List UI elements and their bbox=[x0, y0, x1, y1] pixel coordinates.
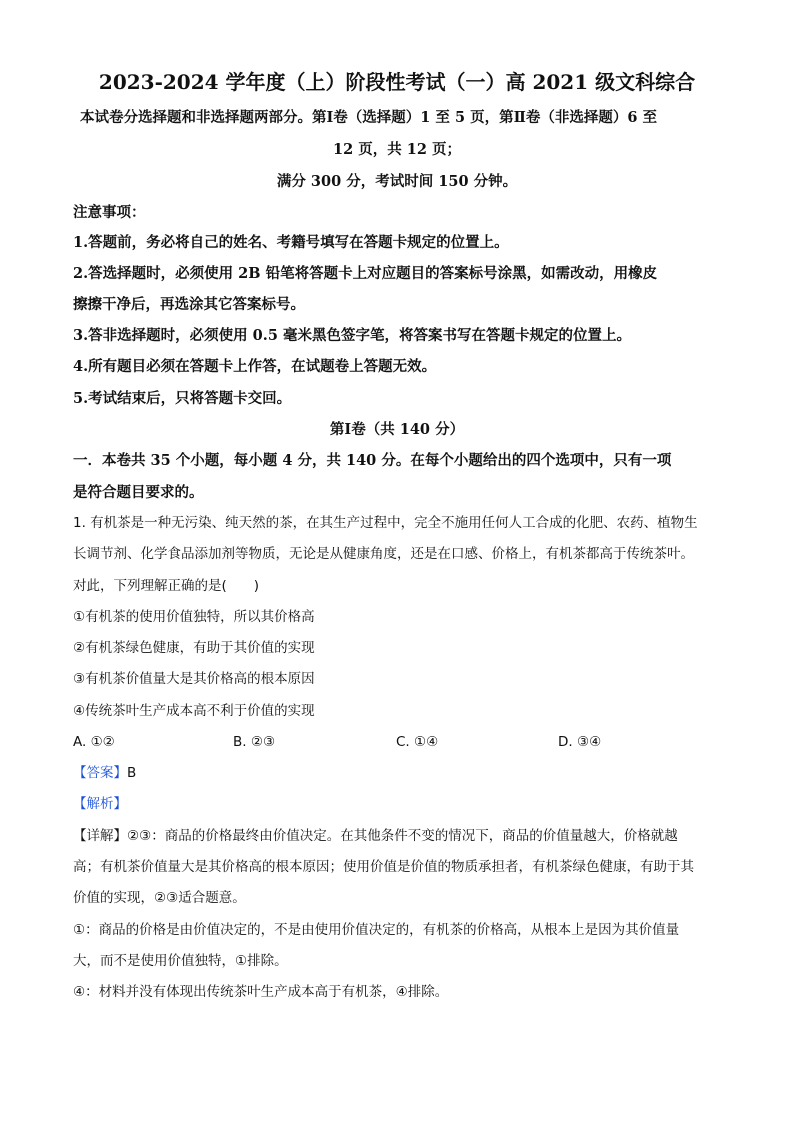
detail-line-6: ④：材料并没有体现出传统茶叶生产成本高于有机茶，④排除。 bbox=[73, 984, 449, 1000]
intro-line-2: 12 页，共 12 页； bbox=[332, 141, 461, 158]
notice-item-2: 2.答选择题时，必须使用 2B 铅笔将答题卡上对应题目的答案标号涂黑，如需改动，用橡皮 bbox=[73, 265, 658, 282]
statement-3: ③有机茶价值量大是其价格高的根本原因 bbox=[73, 671, 315, 687]
question-stem-1: 1. 有机茶是一种无污染、纯天然的茶，在其生产过程中，完全不施用任何人工合成的化肥、农药、植物生 bbox=[73, 515, 698, 531]
notice-item-5: 5.考试结束后，只将答题卡交回。 bbox=[73, 390, 292, 407]
section-instruction-1: 一．本卷共 35 个小题，每小题 4 分，共 140 分。在每个小题给出的四个选项中，只有一项 bbox=[73, 452, 672, 469]
intro-line-3: 满分 300 分，考试时间 150 分钟。 bbox=[276, 173, 518, 190]
answer-label: 【答案】 bbox=[73, 765, 127, 781]
answer-value: B bbox=[127, 765, 137, 781]
answer-line bbox=[73, 765, 136, 781]
page-title: 2023-2024 学年度（上）阶段性考试（一）高 2021 级文科综合 bbox=[98, 70, 696, 94]
notice-item-3: 3.答非选择题时，必须使用 0.5 毫米黑色签字笔，将答案书写在答题卡规定的位置上。 bbox=[73, 327, 631, 344]
detail-line-1: 【详解】②③：商品的价格最终由价值决定。在其他条件不变的情况下，商品的价值量越大，价格就越 bbox=[73, 828, 678, 844]
detail-line-2: 高；有机茶价值量大是其价格高的根本原因；使用价值是价值的物质承担者，有机茶绿色健康，有助于其 bbox=[73, 859, 694, 875]
notice-item-4: 4.所有题目必须在答题卡上作答，在试题卷上答题无效。 bbox=[73, 358, 437, 375]
statement-2: ②有机茶绿色健康，有助于其价值的实现 bbox=[73, 640, 315, 656]
option-b: B. ②③ bbox=[233, 734, 276, 750]
notice-item-2-cont: 擦擦干净后，再选涂其它答案标号。 bbox=[73, 296, 305, 313]
notice-item-1: 1.答题前，务必将自己的姓名、考籍号填写在答题卡规定的位置上。 bbox=[73, 234, 509, 251]
option-c: C. ①④ bbox=[396, 734, 439, 750]
detail-line-4: ①：商品的价格是由价值决定的，不是由使用价值决定的，有机茶的价格高，从根本上是因为其价值量 bbox=[73, 922, 680, 938]
detail-line-5: 大，而不是使用价值独特，①排除。 bbox=[73, 953, 288, 969]
statement-4: ④传统茶叶生产成本高不利于价值的实现 bbox=[73, 703, 315, 719]
intro-line-1: 本试卷分选择题和非选择题两部分。第Ⅰ卷（选择题）1 至 5 页，第Ⅱ卷（非选择题）6 至 bbox=[80, 109, 657, 126]
section-instruction-2: 是符合题目要求的。 bbox=[73, 484, 204, 501]
question-stem-3: 对此，下列理解正确的是( ) bbox=[73, 578, 260, 594]
option-d: D. ③④ bbox=[558, 734, 602, 750]
option-a: A. ①② bbox=[73, 734, 115, 750]
section-heading: 第Ⅰ卷（共 140 分） bbox=[329, 421, 465, 438]
question-stem-2: 长调节剂、化学食品添加剂等物质，无论是从健康角度，还是在口感、价格上，有机茶都高于传统茶叶。 bbox=[73, 546, 694, 562]
notice-heading: 注意事项： bbox=[73, 204, 146, 221]
statement-1: ①有机茶的使用价值独特，所以其价格高 bbox=[73, 609, 315, 625]
analysis-label: 【解析】 bbox=[73, 796, 127, 812]
detail-line-3: 价值的实现，②③适合题意。 bbox=[73, 890, 246, 906]
